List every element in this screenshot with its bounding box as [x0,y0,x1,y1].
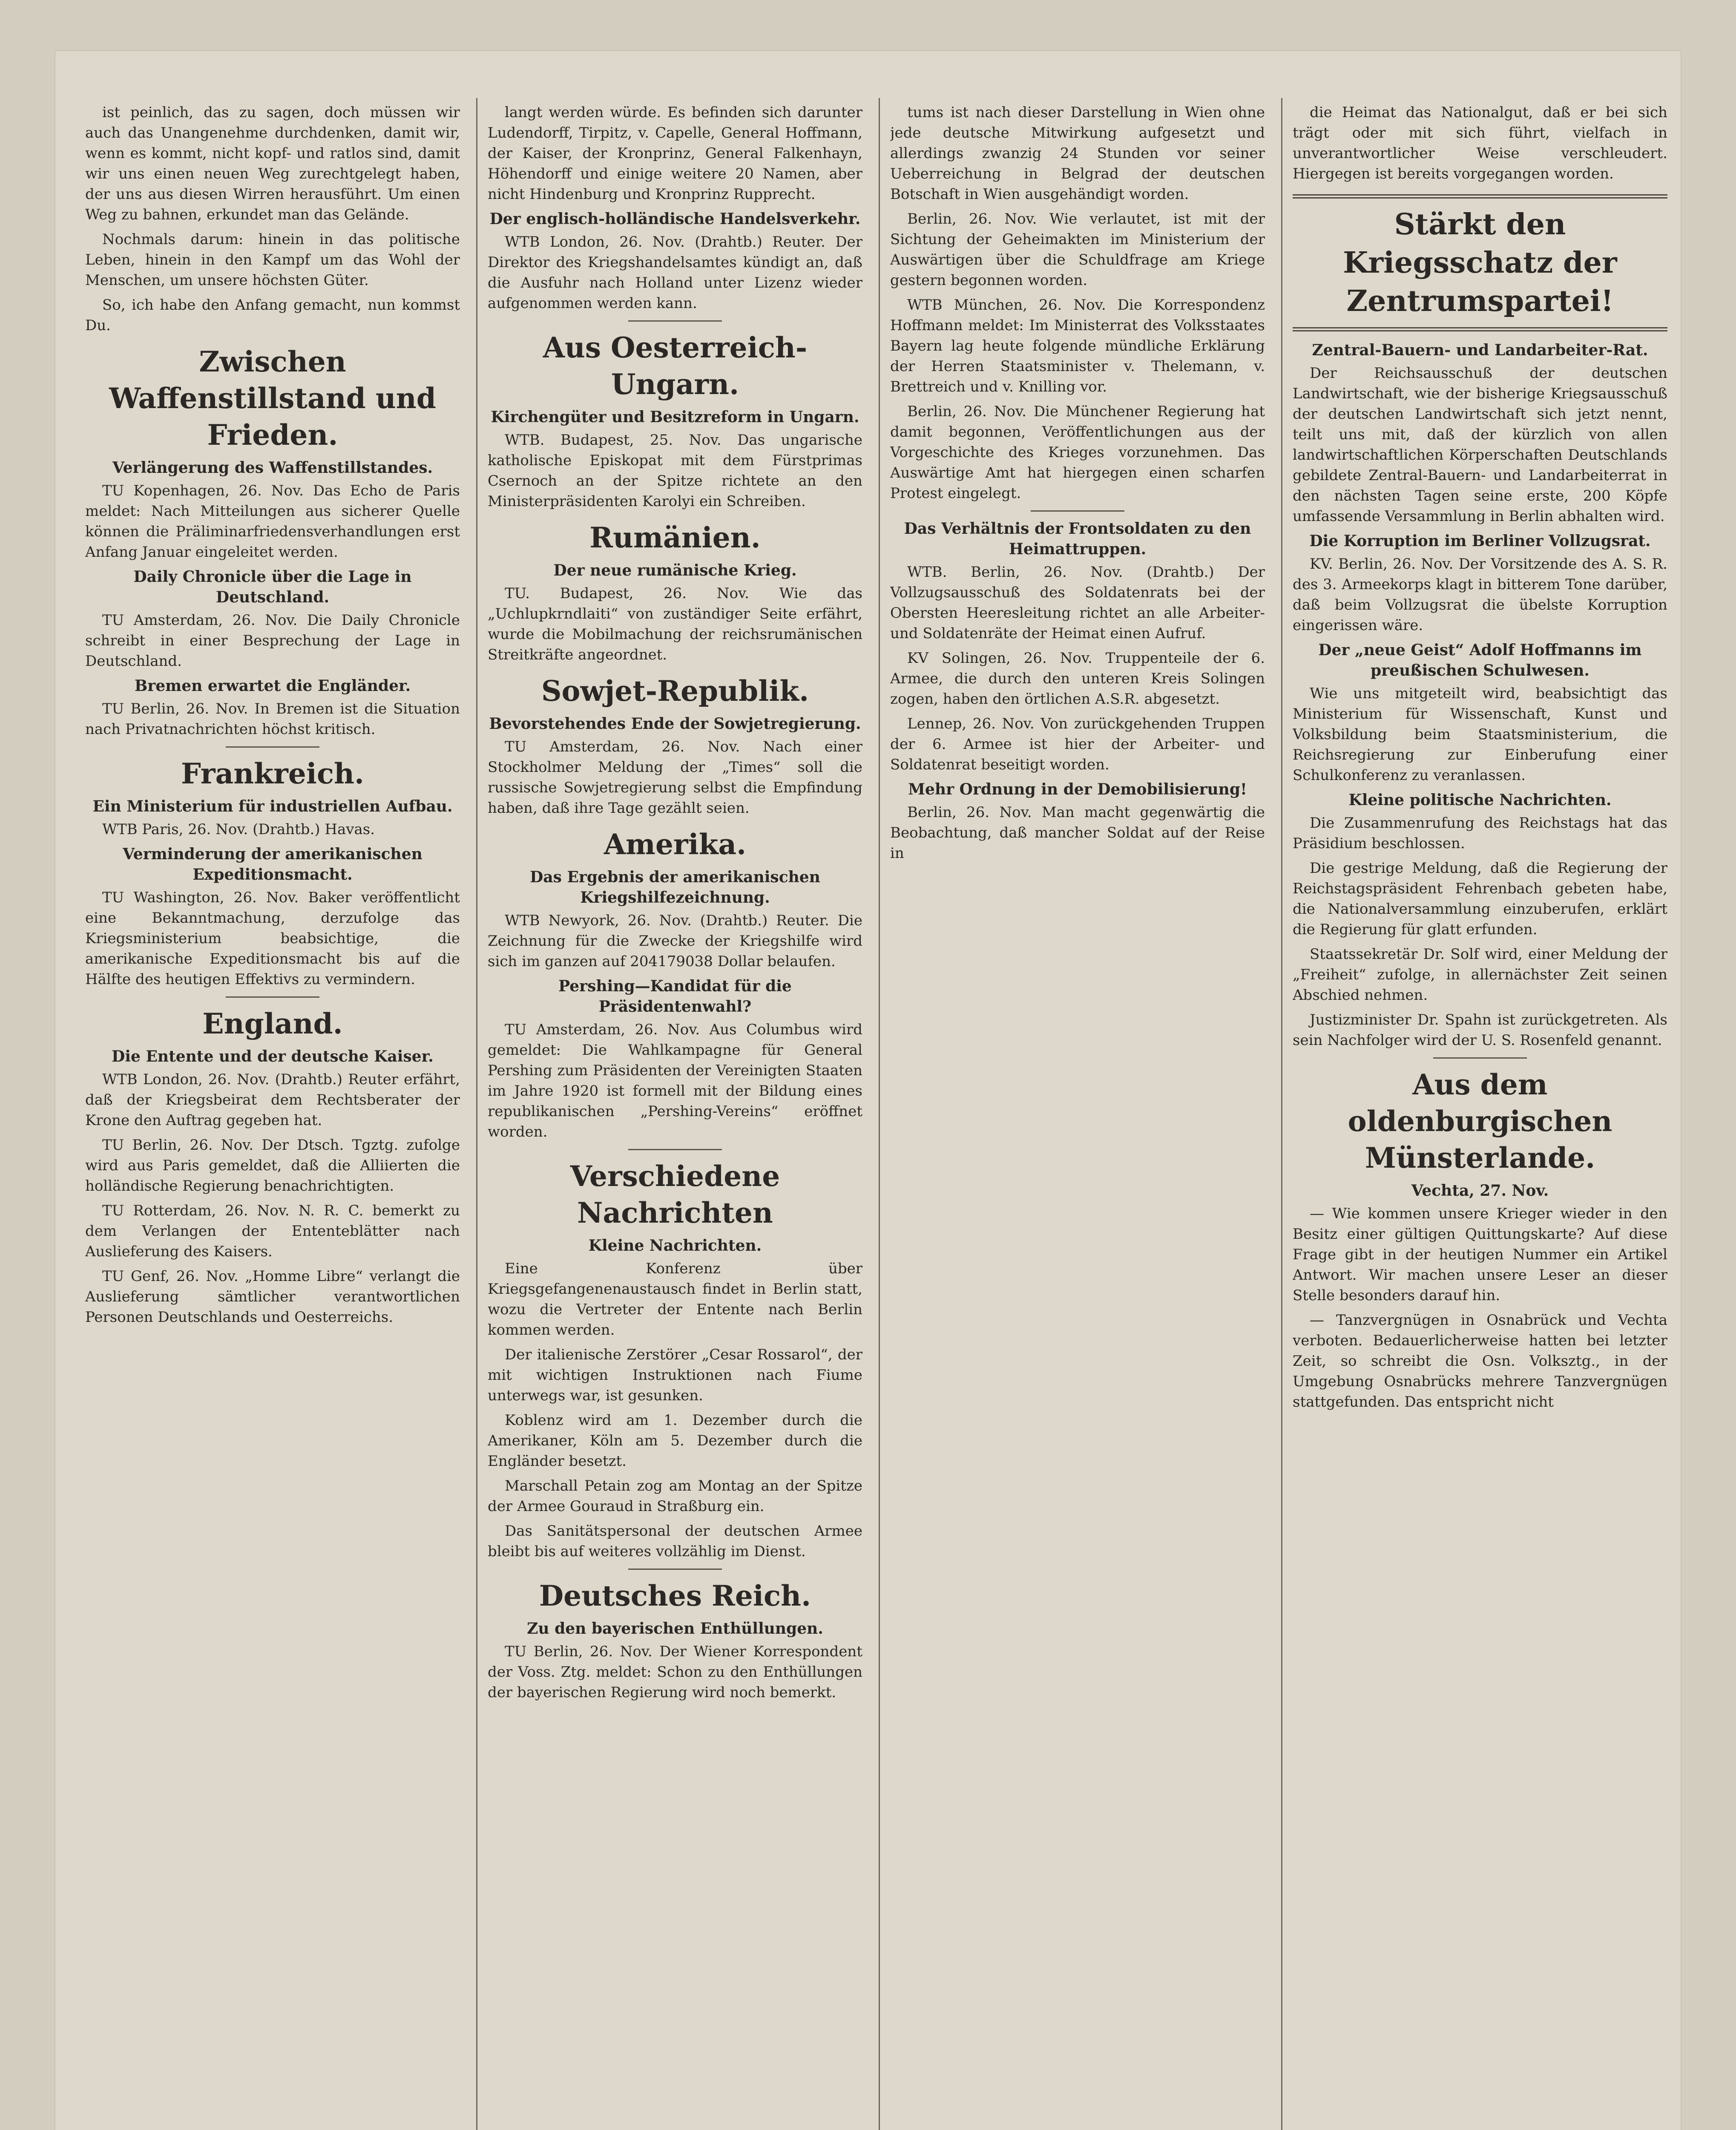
section-headline: Aus Oesterreich-Ungarn. [543,331,808,401]
paragraph: — Tanzvergnügen in Osnabrück und Vechta verboten. Bedauerlicherweise hatten bei letzter Zeit, so schreibt die Osn. Volksztg., in der Umgebung Osnabrücks mehrere Tanzvergnügen stattgefunden. Das entspricht nicht [1293,1312,1667,1410]
article-title: Kleine Nachrichten. [588,1237,762,1255]
article-title: Zu den bayerischen Enthüllungen. [527,1620,823,1638]
paragraph: Justizminister Dr. Spahn ist zurückgetreten. Als sein Nachfolger wird der U. S. Rosenfeld genannt. [1293,1011,1667,1049]
article-title: Zentral-Bauern- und Landarbeiter-Rat. [1312,341,1648,359]
paragraph: WTB. Berlin, 26. Nov. (Drahtb.) Der Vollzugsausschuß des Soldatenrats bei der Obersten Heeresleitung richtet an alle Arbeiter- und Soldatenräte der Heimat einen Aufruf. [890,564,1265,642]
paragraph: Das Sanitätspersonal der deutschen Armee bleibt bis auf weiteres vollzählig im Dienst. [488,1523,862,1560]
paragraph: — Wie kommen unsere Krieger wieder in den Besitz einer gültigen Quittungskarte? Auf diese Frage gibt in der heutigen Nummer ein Artikel Antwort. Wir machen unsere Leser an dieser Stelle besonders darauf hin. [1293,1205,1667,1304]
paragraph: Staatssekretär Dr. Solf wird, einer Meldung der „Freiheit“ zufolge, in allernächster Zeit seinen Abschied nehmen. [1293,946,1667,1004]
article-title: Bevorstehendes Ende der Sowjetregierung. [489,715,861,733]
paragraph: Der Reichsausschuß der deutschen Landwirtschaft, wie der bisherige Kriegsausschuß der deutschen Landwirtschaft sich jetzt nennt, teilt uns mit, daß der kürzlich von allen landwirtschaftlichen Körperschaften Deutschlands gebildete Zentral-Bauern- und Landarbeiterrat in den nächsten Tagen seine erste, 200 Köpfe umfassende Versammlung in Berlin abhalten wird. [1293,365,1667,525]
section-headline: Verschiedene Nachrichten [570,1160,780,1229]
paragraph: TU Berlin, 26. Nov. Der Dtsch. Tgztg. zufolge wird aus Paris gemeldet, daß die Alliierten die holländische Regierung benachrichtigten. [85,1137,460,1195]
divider [1433,1057,1527,1059]
article-title: Der englisch-holländische Handelsverkehr. [489,210,861,228]
newspaper-page [55,51,1681,2130]
paragraph: WTB München, 26. Nov. Die Korrespondenz Hoffmann meldet: Im Ministerrat des Volksstaates Bayern lag heute folgende mündliche Erklärung der Herren Staatsminister v. Thelemann, v. Brettreich und v. Knilling vor. [890,296,1265,395]
paragraph: Marschall Petain zog am Montag an der Spitze der Armee Gouraud in Straßburg ein. [488,1477,862,1515]
section-headline: Deutsches Reich. [539,1579,811,1612]
paragraph: KV Solingen, 26. Nov. Truppenteile der 6. Armee, die durch den unteren Kreis Solingen zogen, haben den örtlichen A.S.R. abgesetzt. [890,650,1265,708]
section-headline: Aus dem oldenburgischen Münsterlande. [1348,1068,1612,1174]
article-title: Die Entente und der deutsche Kaiser. [112,1048,434,1065]
article-title: Kirchengüter und Besitzreform in Ungarn. [491,408,859,426]
column-rule [476,98,477,2130]
divider [628,320,722,322]
paragraph: KV. Berlin, 26. Nov. Der Vorsitzende des A. S. R. des 3. Armeekorps klagt in bitterem Tone darüber, daß beim Vollzugsrat die übelste Korruption eingerissen wäre. [1293,556,1667,634]
article-title: Der „neue Geist“ Adolf Hoffmanns im preußischen Schulwesen. [1318,641,1642,679]
paragraph: langt werden würde. Es befinden sich darunter Ludendorff, Tirpitz, v. Capelle, General Hoffmann, der Kaiser, der Kronprinz, General Falkenhayn, Höhendorff und einige weitere 20 Namen, aber nicht Hindenburg und Kronprinz Rupprecht. [488,104,862,203]
divider [628,1149,722,1150]
column-4 [1293,102,1667,2130]
article-title: Daily Chronicle über die Lage in Deutschland. [133,568,412,606]
article-title: Der neue rumänische Krieg. [553,561,797,579]
section-headline: Rumänien. [589,521,761,554]
article-title: Ein Ministerium für industriellen Aufbau. [92,797,453,815]
article-title: Kleine politische Nachrichten. [1348,791,1612,809]
paragraph: Nochmals darum: hinein in das politische Leben, hinein in den Kampf um das Wohl der Menschen, um unsere höchsten Güter. [85,231,460,289]
paragraph: Koblenz wird am 1. Dezember durch die Amerikaner, Köln am 5. Dezember durch die Engländer besetzt. [488,1412,862,1470]
paragraph: TU. Budapest, 26. Nov. Wie das „Uchlupkrndlaiti“ von zuständiger Seite erfährt, wurde die Mobilmachung der reichsrumänischen Streitkräfte angeordnet. [488,585,862,663]
column-rule [1281,98,1282,2130]
article-title: Verlängerung des Waffenstillstandes. [112,459,433,477]
paragraph: WTB Paris, 26. Nov. (Drahtb.) Havas. [102,821,375,838]
article-title: Verminderung der amerikanischen Expeditionsmacht. [123,845,423,884]
paragraph: TU Genf, 26. Nov. „Homme Libre“ verlangt die Auslieferung sämtlicher verantwortlichen Personen Deutschlands und Oesterreichs. [85,1268,460,1326]
paragraph: Eine Konferenz über Kriegsgefangenenaustausch findet in Berlin statt, wozu die Vertreter der Entente nach Berlin kommen werden. [488,1260,862,1338]
paragraph: TU Amsterdam, 26. Nov. Nach einer Stockholmer Meldung der „Times“ soll die russische Sowjetregierung selbst die Empfindung haben, daß ihre Tage gezählt seien. [488,738,862,817]
paragraph: WTB Newyork, 26. Nov. (Drahtb.) Reuter. Die Zeichnung für die Zwecke der Kriegshilfe wird sich im ganzen auf 204179038 Dollar belaufen. [488,912,862,970]
paragraph: ist peinlich, das zu sagen, doch müssen wir auch das Unangenehme durchdenken, damit wir, wenn es kommt, nicht kopf- und ratlos sind, damit wir uns einen neuen Weg zurechtgelegt haben, der uns aus diesen Wirren herausführt. Um einen Weg zu bahnen, erkundet man das Gelände. [85,104,460,223]
section-headline: England. [202,1007,343,1040]
column-3 [890,102,1265,2130]
article-title: Mehr Ordnung in der Demobilisierung! [908,780,1247,798]
divider [1031,510,1124,512]
paragraph: Berlin, 26. Nov. Wie verlautet, ist mit der Sichtung der Geheimakten im Ministerium der Auswärtigen über die Schuldfrage am Kriege gestern begonnen worden. [890,210,1265,289]
campaign-banner: Stärkt den Kriegsschatz der Zentrumspartei! [1293,194,1667,331]
column-1 [85,102,460,2130]
article-title: Bremen erwartet die Engländer. [134,677,411,695]
dateline: Vechta, 27. Nov. [1411,1182,1549,1200]
paragraph: tums ist nach dieser Darstellung in Wien ohne jede deutsche Mitwirkung aufgesetzt und allerdings zwanzig 24 Stunden vor seiner Ueberreichung in Belgrad der deutschen Botschaft in Wien ausgehändigt worden. [890,104,1265,203]
paragraph: Die gestrige Meldung, daß die Regierung der Reichstagspräsident Fehrenbach gebeten habe, die Nationalversammlung einzuberufen, erklärt die Regierung für glatt erfunden. [1293,860,1667,938]
paragraph: Lennep, 26. Nov. Von zurückgehenden Truppen der 6. Armee ist hier der Arbeiter- und Soldatenrat beseitigt worden. [890,715,1265,773]
divider [628,1569,722,1570]
paragraph: Wie uns mitgeteilt wird, beabsichtigt das Ministerium für Wissenschaft, Kunst und Volksbildung beim Staatsministerium, die Reichsregierung zur Einberufung einer Schulkonferenz zu veranlassen. [1293,685,1667,784]
section-headline: Zwischen Waffenstillstand und Frieden. [109,345,436,452]
article-title: Pershing—Kandidat für die Präsidentenwahl? [558,977,792,1016]
divider [226,746,319,748]
column-rule [879,98,880,2130]
section-headline: Amerika. [604,828,747,861]
paragraph: WTB. Budapest, 25. Nov. Das ungarische katholische Episkopat mit dem Fürstprimas Csernoch an der Spitze richtete an den Ministerpräsidenten Karolyi ein Schreiben. [488,432,862,510]
paragraph: TU Amsterdam, 26. Nov. Aus Columbus wird gemeldet: Die Wahlkampagne für General Pershing zum Präsidenten der Vereinigten Staaten im Jahre 1920 ist formell mit der Bildung eines republikanischen „Pershing-Vereins“ eröffnet worden. [488,1021,862,1140]
paragraph: TU Amsterdam, 26. Nov. Die Daily Chronicle schreibt in einer Besprechung der Lage in Deutschland. [85,612,460,670]
paragraph: TU Berlin, 26. Nov. Der Wiener Korrespondent der Voss. Ztg. meldet: Schon zu den Enthüllungen der bayerischen Regierung wird noch bemerkt. [488,1643,862,1701]
paragraph: WTB London, 26. Nov. (Drahtb.) Reuter. Der Direktor des Kriegshandelsamtes kündigt an, daß die Ausfuhr nach Holland unter Lizenz wieder aufgenommen werden kann. [488,233,862,312]
paragraph: die Heimat das Nationalgut, daß er bei sich trägt oder mit sich führt, vielfach in unverantwortlicher Weise verschleudert. Hiergegen ist bereits vorgegangen worden. [1293,104,1667,182]
divider [226,996,319,998]
article-title: Das Verhältnis der Frontsoldaten zu den Heimattruppen. [904,520,1251,558]
column-2 [488,102,862,2130]
article-title: Die Korruption im Berliner Vollzugsrat. [1309,532,1651,550]
paragraph: TU Washington, 26. Nov. Baker veröffentlicht eine Bekanntmachung, derzufolge das Kriegsministerium beabsichtige, die amerikanische Expeditionsmacht bis auf die Hälfte des heutigen Effektivs zu vermindern. [85,889,460,988]
section-headline: Sowjet-Republik. [541,674,809,708]
paragraph: Berlin, 26. Nov. Man macht gegenwärtig die Beobachtung, daß mancher Soldat auf der Reise in [890,804,1265,862]
paragraph: TU Rotterdam, 26. Nov. N. R. C. bemerkt zu dem Verlangen der Ententeblätter nach Auslieferung des Kaisers. [85,1202,460,1260]
paragraph: WTB London, 26. Nov. (Drahtb.) Reuter erfährt, daß der Kriegsbeirat dem Rechtsberater der Krone den Auftrag gegeben hat. [85,1071,460,1129]
paragraph: TU Kopenhagen, 26. Nov. Das Echo de Paris meldet: Nach Mitteilungen aus sicherer Quelle können die Präliminarfriedensverhandlungen erst Anfang Januar eingeleitet werden. [85,482,460,561]
section-headline: Frankreich. [181,757,364,790]
paragraph: TU Berlin, 26. Nov. In Bremen ist die Situation nach Privatnachrichten höchst kritisch. [85,700,460,738]
paragraph: Berlin, 26. Nov. Die Münchener Regierung hat damit begonnen, Veröffentlichungen aus der Vorgeschichte des Krieges vorzunehmen. Das Auswärtige Amt hat hiergegen einen scharfen Protest eingelegt. [890,403,1265,502]
paragraph: Der italienische Zerstörer „Cesar Rossarol“, der mit wichtigen Instruktionen nach Fiume unterwegs war, ist gesunken. [488,1346,862,1404]
article-title: Das Ergebnis der amerikanischen Kriegshilfezeichnung. [530,868,820,907]
paragraph: So, ich habe den Anfang gemacht, nun kommst Du. [85,296,460,334]
paragraph: Die Zusammenrufung des Reichstags hat das Präsidium beschlossen. [1293,815,1667,852]
